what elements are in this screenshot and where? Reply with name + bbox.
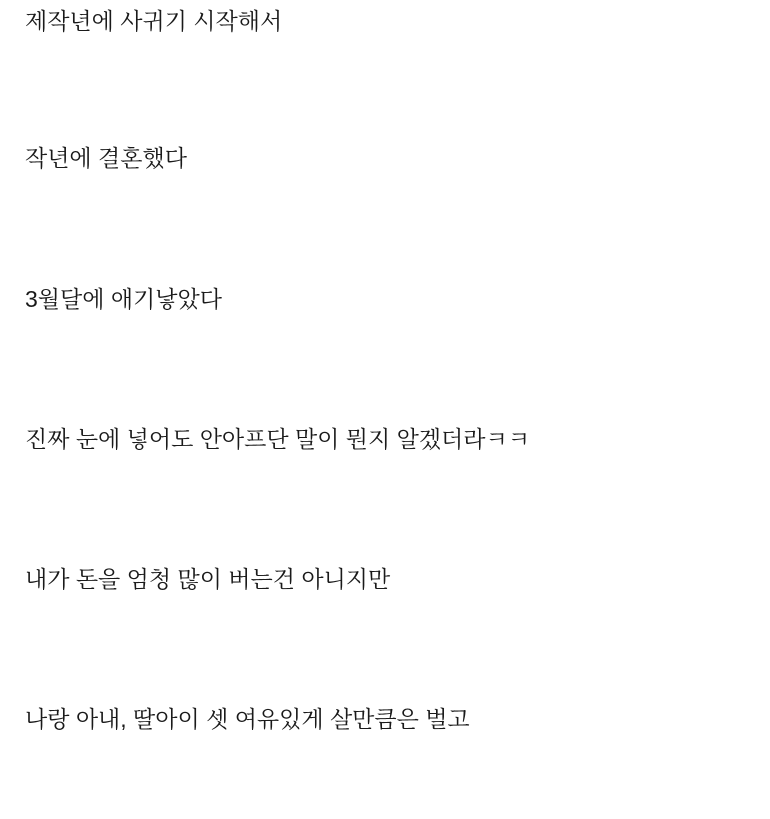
post-line-4: 진짜 눈에 넣어도 안아프단 말이 뭔지 알겠더라ㅋㅋ: [25, 426, 530, 452]
post-line-2: 작년에 결혼했다: [25, 145, 187, 171]
post-line-6: 나랑 아내, 딸아이 셋 여유있게 살만큼은 벌고: [25, 706, 470, 732]
post-line-3: 3월달에 애기낳았다: [25, 286, 222, 312]
post-line-1: 제작년에 사귀기 시작해서: [25, 8, 283, 34]
post-line-5: 내가 돈을 엄청 많이 버는건 아니지만: [25, 566, 391, 592]
